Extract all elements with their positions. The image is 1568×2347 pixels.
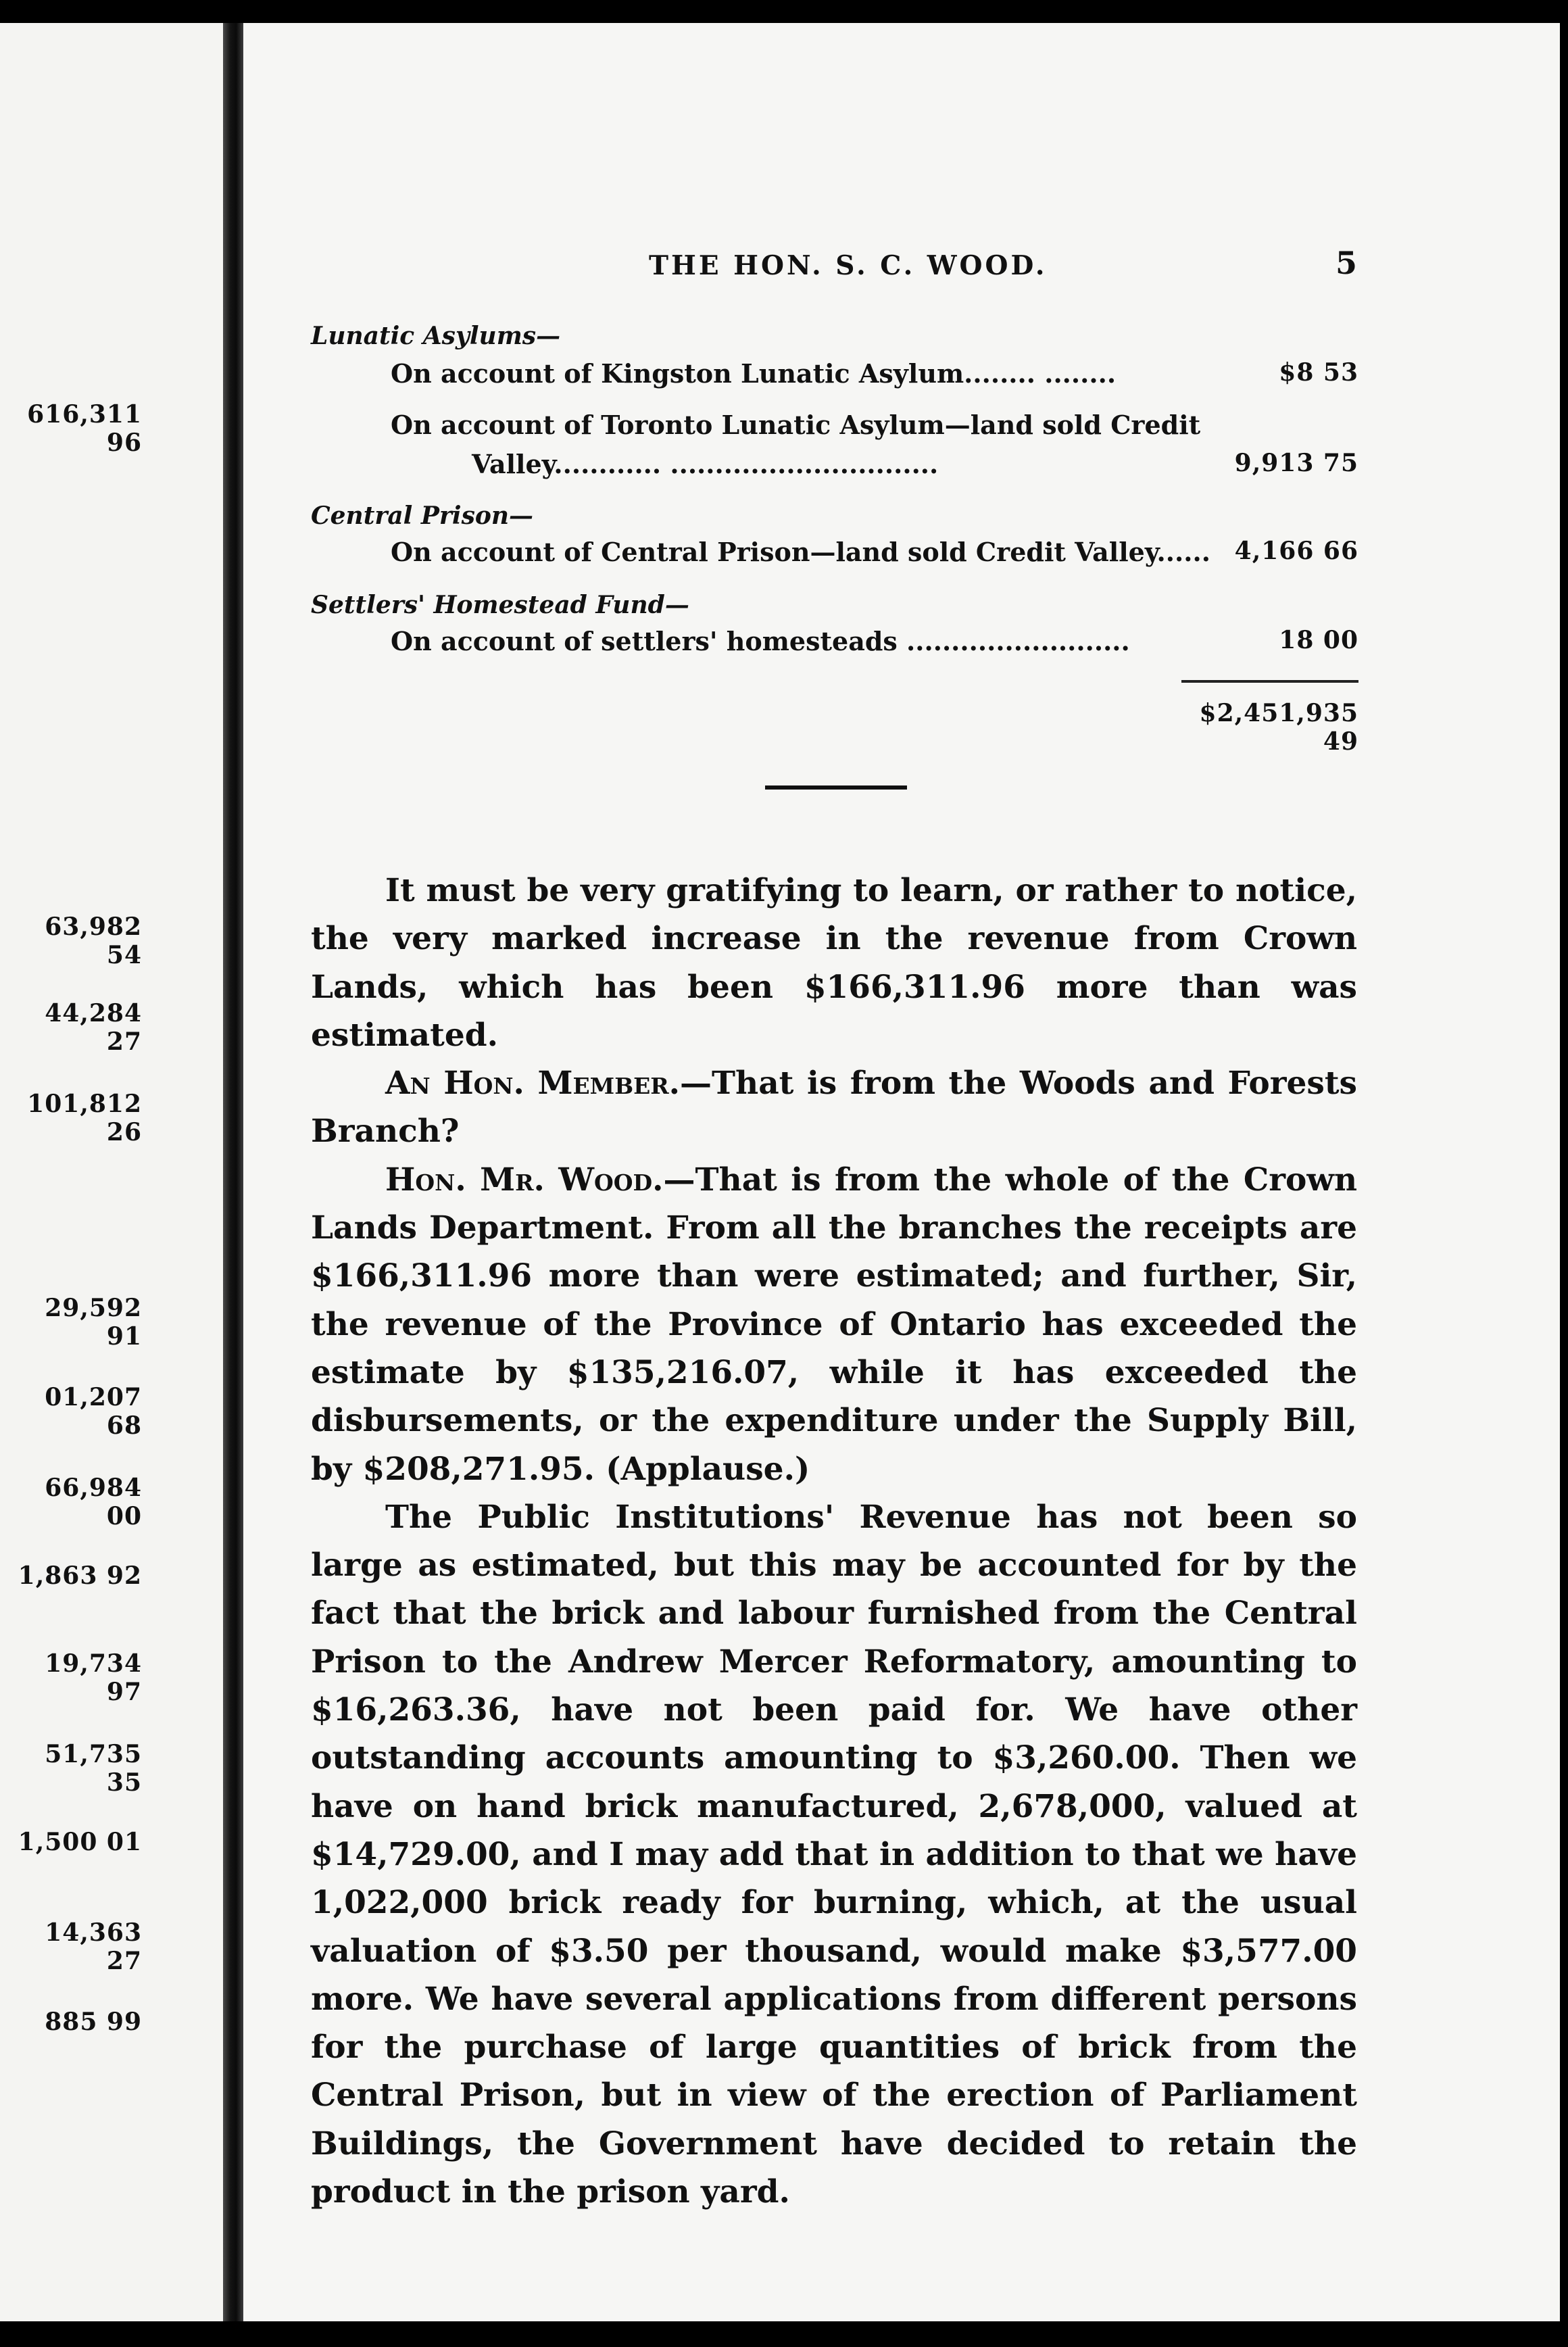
speaker-name: Hon. Mr. Wood. — [385, 1161, 664, 1199]
section-divider — [765, 785, 907, 790]
ledger-line-settlers: On account of settlers' homesteads ......................... — [391, 626, 1130, 656]
margin-figure: 885 99 — [45, 2008, 142, 2036]
running-header-title: THE HON. S. C. WOOD. — [649, 250, 1048, 281]
margin-figure: 1,863 92 — [18, 1562, 142, 1590]
left-margin-strip — [0, 23, 223, 2321]
ledger-amount-central-prison: 4,166 66 — [1234, 537, 1358, 565]
margin-figure: 01,207 68 — [45, 1383, 142, 1440]
margin-figure: 1,500 01 — [18, 1828, 142, 1856]
margin-figure: 19,734 97 — [45, 1649, 142, 1706]
total-rule — [1181, 680, 1358, 683]
paragraph — [311, 1156, 1357, 1493]
margin-figure: 44,284 27 — [45, 999, 142, 1056]
ledger-line-toronto-cont: Valley............ .............................. — [472, 449, 939, 479]
ledger-amount-settlers: 18 00 — [1279, 626, 1358, 654]
section-heading-central-prison: Central Prison— — [311, 502, 534, 530]
section-heading-settlers-homestead: Settlers' Homestead Fund— — [311, 591, 689, 619]
section-heading-lunatic-asylums: Lunatic Asylums— — [311, 322, 561, 350]
margin-figure: 29,592 91 — [45, 1294, 142, 1351]
speaker-name: An Hon. Member. — [385, 1065, 681, 1103]
book-spine-gutter — [223, 23, 243, 2321]
margin-figure: 616,311 96 — [27, 400, 142, 457]
ledger-amount-kingston: $8 53 — [1279, 358, 1358, 387]
ledger-total: $2,451,935 49 — [1199, 699, 1358, 756]
body-text — [311, 867, 1357, 2216]
ledger-line-kingston: On account of Kingston Lunatic Asylum........ ........ — [391, 358, 1117, 389]
margin-figure: 51,735 35 — [45, 1740, 142, 1797]
paragraph: The Public Institutions' Revenue has not been so large as estimated, but this may be accounted for by the fact that the brick and labour furnished from the Central Prison to the Andrew Mercer Reformatory, amounting to $16,263.36, have not been paid for. We have other outstanding accounts amounting to $3,260.00. Then we have on hand brick manufactured, 2,678,000, valued at $14,729.00, and I may add that in addition to that we have 1,022,000 brick ready for burning, which, at the usual valuation of $3.50 per thousand, would make $3,577.00 more. We have several applications from different persons for the purchase of large quantities of brick from the Central Prison, but in view of the erection of Parliament Buildings, the Government have decided to retain the product in the prison yard. — [311, 1498, 1357, 2211]
margin-figure: 63,982 54 — [45, 913, 142, 969]
margin-figure: 66,984 00 — [45, 1474, 142, 1530]
page-number: 5 — [1336, 245, 1358, 281]
ledger-line-central-prison: On account of Central Prison—land sold Credit Valley...... — [391, 537, 1210, 567]
paragraph — [311, 1059, 1357, 1156]
ledger-amount-toronto: 9,913 75 — [1234, 449, 1358, 477]
scan-edge — [1560, 0, 1568, 2347]
margin-figure: 14,363 27 — [45, 1918, 142, 1975]
ledger-line-toronto: On account of Toronto Lunatic Asylum—land sold Credit — [391, 410, 1201, 440]
margin-figure: 101,812 26 — [27, 1090, 142, 1146]
speech-text: —That is from the whole of the Crown Lands Department. From all the branches the receipts are $166,311.96 more than were estimated; and further, Sir, the revenue of the Province of Ontario has exceeded the estimate by $135,216.07, while it has exceeded the disbursements, or the expenditure under the Supply Bill, by $208,271.95. (Applause.) — [311, 1161, 1357, 1488]
speech-text: —That is from the Woods and Forests Branch? — [311, 1065, 1357, 1151]
paragraph: It must be very gratifying to learn, or rather to notice, the very marked increase in the revenue from Crown Lands, which has been $166,311.96 more than was estimated. — [311, 872, 1357, 1054]
